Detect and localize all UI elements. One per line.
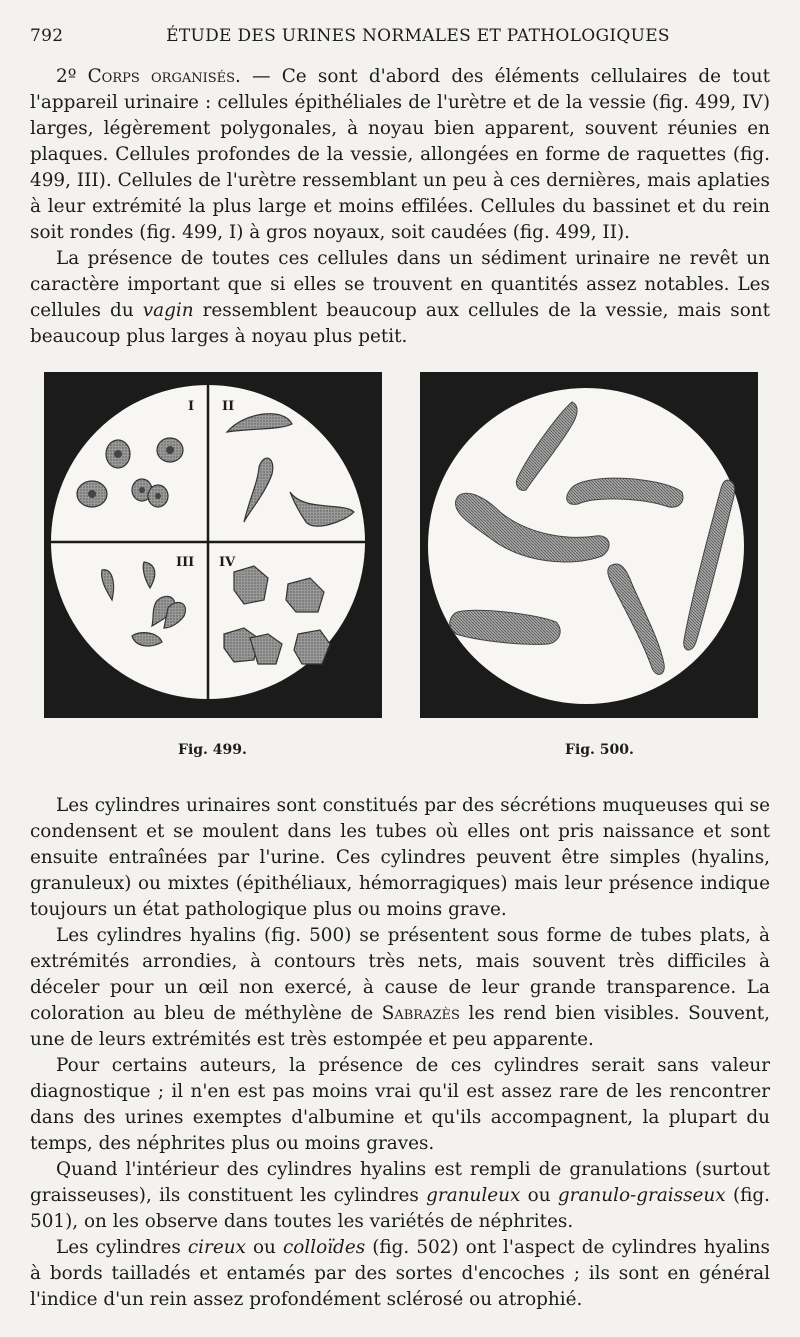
italic-term: cireux (187, 1237, 246, 1258)
section-number: 2º (56, 66, 88, 87)
paragraph-presence (30, 246, 770, 350)
text-run: (fig. 502) ont l'aspect de cylindres hyalins à bords tailladés et entamés par des sortes d'encoches ; ils sont en général l'indice d'un rein assez profondément sclérosé ou atrophié. (30, 1237, 770, 1310)
paragraph-corps-organises (30, 64, 770, 246)
main-text (30, 793, 770, 1313)
figure-500-illustration (420, 372, 758, 718)
text-run: ou (245, 1237, 283, 1258)
running-title: ÉTUDE DES URINES NORMALES ET PATHOLOGIQUES (166, 26, 670, 46)
section-heading: Corps organisés. (87, 66, 241, 87)
figure-499-illustration (44, 372, 382, 718)
text-run: Les cylindres hyalins (fig. 500) se présentent sous forme de tubes plats, à extrémités arrondies, à contours très nets, mais souvent très difficiles à déceler pour un œil non exercé, à cause de leur grande transparence. La coloration au bleu de méthylène de (30, 925, 770, 1024)
figure-500-caption: Fig. 500. (565, 742, 634, 758)
quadrant-label-ii: II (222, 399, 235, 414)
text-run: les rend bien visibles. Souvent, une de leurs extrémités est très estompée et peu apparente. (30, 1003, 771, 1050)
paragraph-cylindres-hyalins (30, 923, 770, 1053)
quadrant-label-i: I (188, 399, 195, 414)
quadrant-label-iii: III (176, 555, 195, 570)
paragraph-text: — Ce sont d'abord des éléments cellulaires de tout l'appareil urinaire : cellules épithéliales de l'urètre et de la vessie (fig. 499, IV) larges, légèrement polygonales, à noyau bien apparent, souvent réunies en plaques. Cellules profondes de la vessie, allongées en forme de raquettes (fig. 499, III). Cellules de l'urètre ressemblant un peu à ces dernières, mais aplaties à leur extrémité la plus large et moins effilées. Cellules du bassinet et du rein soit rondes (fig. 499, I) à gros noyaux, soit caudées (fig. 499, II). (30, 66, 770, 243)
italic-term: colloïdes (282, 1237, 366, 1258)
italic-term: granulo-graisseux (557, 1185, 726, 1206)
paragraph-cylindres-urinaires: Les cylindres urinaires sont constitués par des sécrétions muqueuses qui se condensent et se moulent dans les tubes où elles ont pris naissance et sont ensuite entraînées par l'urine. Ces cylindres peuvent être simples (hyalins, granuleux) ou mixtes (épithéliaux, hémorragiques) mais leur présence indique toujours un état pathologique plus ou moins grave. (30, 795, 770, 920)
paragraph-valeur-diagnostique: Pour certains auteurs, la présence de ces cylindres serait sans valeur diagnostique ; il n'en est pas moins vrai qu'il est assez rare de les rencontrer dans des urines exemptes d'albumine et qu'ils accompagnent, la plupart du temps, des néphrites plus ou moins graves. (30, 1055, 770, 1154)
intro-text (30, 64, 770, 350)
quadrant-label-iv: IV (219, 555, 236, 570)
figure-499-caption: Fig. 499. (178, 742, 247, 758)
running-header (30, 26, 770, 52)
italic-term: vagin (142, 300, 194, 321)
text-run: Les cylindres (56, 1237, 188, 1258)
page-number: 792 (30, 26, 64, 46)
text-run: La présence de toutes ces cellules dans un sédiment urinaire ne revêt un caractère important que si elles se trouvent en quantités assez notables. Les cellules du (30, 248, 770, 321)
text-run: ressemblent beaucoup aux cellules de la vessie, mais sont beaucoup plus larges à noyau plus petit. (30, 300, 770, 347)
text-run: ou (520, 1185, 558, 1206)
text-run: (fig. 501), on les observe dans toutes les variétés de néphrites. (30, 1185, 771, 1232)
author-name: Sabrazès (381, 1003, 460, 1024)
paragraph-cylindres-granuleux (30, 1157, 770, 1235)
paragraph-cylindres-cireux (30, 1235, 770, 1313)
italic-term: granuleux (426, 1185, 521, 1206)
text-run: Quand l'intérieur des cylindres hyalins est rempli de granulations (surtout graisseuses), ils constituent les cylindres (30, 1159, 770, 1206)
